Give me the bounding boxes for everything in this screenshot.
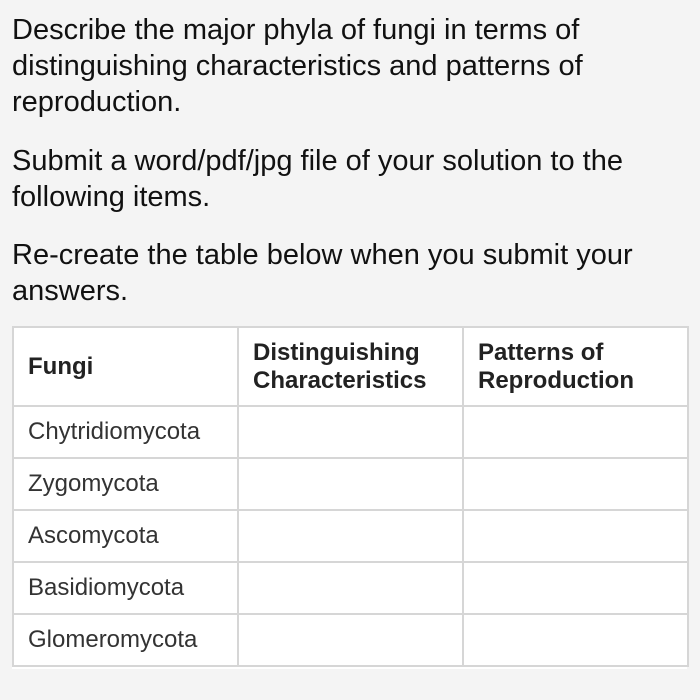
table-row: [13, 510, 688, 562]
header-distinguishing-characteristics: Distinguishing Characteristics: [238, 327, 463, 406]
fungi-table-container: [12, 326, 687, 669]
table-header-row: [13, 327, 688, 406]
characteristics-cell: [238, 510, 463, 562]
reproduction-cell: [463, 510, 688, 562]
header-fungi: Fungi: [13, 327, 238, 406]
fungi-name-cell: Ascomycota: [13, 510, 238, 562]
reproduction-cell: [463, 614, 688, 666]
reproduction-cell: [463, 562, 688, 614]
characteristics-cell: [238, 458, 463, 510]
table-row: [13, 406, 688, 458]
table-row: [13, 562, 688, 614]
fungi-name-cell: Glomeromycota: [13, 614, 238, 666]
instruction-paragraph-describe: Describe the major phyla of fungi in terms of distinguishing characteristics and patterns of reproduction.: [12, 14, 583, 118]
table-row: [13, 458, 688, 510]
header-patterns-of-reproduction: Patterns of Reproduction: [463, 327, 688, 406]
instruction-paragraph-submit: Submit a word/pdf/jpg file of your solution to the following items.: [12, 145, 623, 213]
characteristics-cell: [238, 406, 463, 458]
fungi-table: [12, 326, 689, 667]
reproduction-cell: [463, 406, 688, 458]
fungi-name-cell: Zygomycota: [13, 458, 238, 510]
fungi-name-cell: Basidiomycota: [13, 562, 238, 614]
table-row: [13, 614, 688, 666]
reproduction-cell: [463, 458, 688, 510]
characteristics-cell: [238, 614, 463, 666]
fungi-name-cell: Chytridiomycota: [13, 406, 238, 458]
characteristics-cell: [238, 562, 463, 614]
instruction-paragraph-recreate: Re-create the table below when you submit your answers.: [12, 239, 633, 307]
